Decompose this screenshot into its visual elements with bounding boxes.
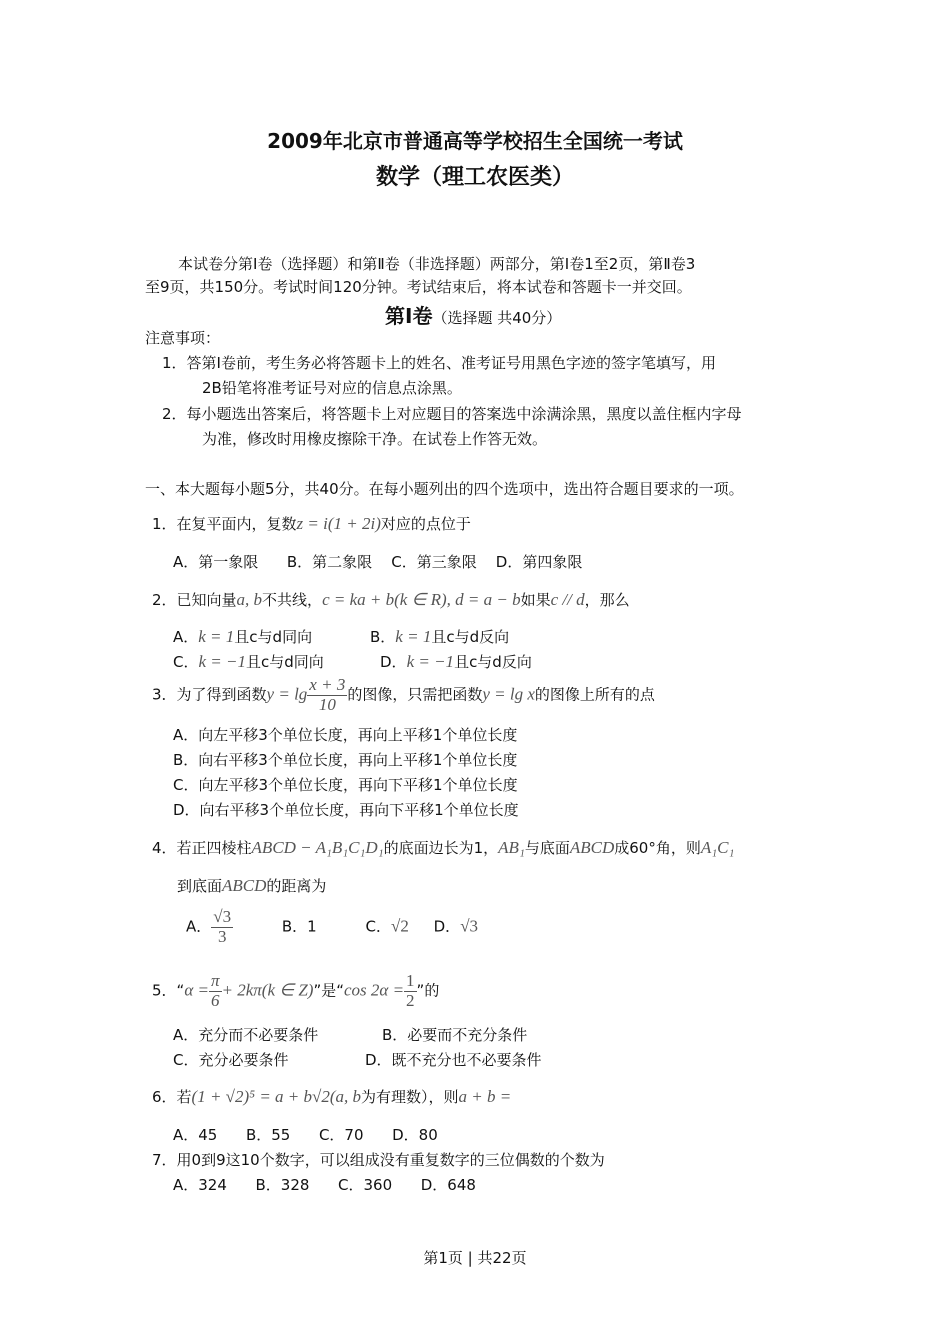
q5-math-mid: + 2kπ(k ∈ Z)	[221, 980, 314, 1000]
q4-opt-b: B．1	[281, 917, 317, 936]
question-7-stem: 7．用0到9这10个数字，可以组成没有重复数字的三位偶数的个数为	[152, 1151, 605, 1169]
q1-math: z = i(1 + 2i)	[296, 514, 381, 533]
q5-fraction-2	[404, 972, 417, 1010]
intro-line-2: 至9页，共150分。考试时间120分钟。考试结束后，将本试卷和答题卡一并交回。	[145, 278, 692, 296]
q2-mid-1: 不共线，	[262, 591, 323, 609]
q2-post: ，那么	[584, 591, 630, 609]
q4-math-1: ABCD − A₁B₁C₁D₁	[251, 838, 384, 857]
q4-line2-post: 的距离为	[266, 877, 327, 895]
q2-opt-c-label: C．	[173, 653, 199, 671]
q3-frac-num: x + 3	[309, 675, 346, 694]
q4-math-2: AB₁	[498, 838, 525, 857]
question-3-stem	[152, 676, 655, 714]
q4-pre: 4．若正四棱柱	[152, 839, 252, 857]
question-2-stem	[152, 589, 630, 610]
question-6-options: A．45 B．55 C．70 D．80	[173, 1126, 438, 1144]
note-2-line-2: 为准，修改时用橡皮擦除干净。在试卷上作答无效。	[202, 430, 548, 448]
q4-mid-1: 的底面边长为1，	[383, 839, 499, 857]
intro-line-1: 本试卷分第Ⅰ卷（选择题）和第Ⅱ卷（非选择题）两部分，第Ⅰ卷1至2页，第Ⅱ卷3	[178, 255, 696, 273]
q5-mid: ”是“	[313, 981, 344, 1000]
q6-mid: 为有理数），则	[361, 1088, 459, 1106]
section-heading	[385, 300, 561, 329]
q2-opt-d-text: 且c与d反向	[454, 653, 532, 671]
question-2-option-b	[370, 626, 509, 647]
question-3-option-a: A．向左平移3个单位长度，再向上平移1个单位长度	[173, 726, 518, 744]
section-heading-title: 第Ⅰ卷	[385, 304, 433, 328]
q6-pre: 6．若	[152, 1088, 192, 1106]
q5-math-2: cos 2α =	[343, 980, 405, 1000]
q2-opt-b-label: B．	[370, 628, 396, 646]
q2-opt-a-math: k = 1	[198, 627, 235, 646]
question-2-option-a	[173, 626, 312, 647]
q3-mid: 的图像，只需把函数	[347, 685, 483, 704]
q4-mid-3: 成60°角，则	[614, 839, 701, 857]
q2-math-3: c // d	[550, 590, 585, 609]
q5-frac1-den: 6	[211, 990, 220, 1010]
q1-post: 对应的点位于	[380, 515, 471, 533]
question-5-stem	[152, 972, 439, 1010]
q3-math-lhs: y = lg	[266, 684, 308, 704]
q2-opt-b-math: k = 1	[395, 627, 432, 646]
question-5-option-d: D．既不充分也不必要条件	[365, 1051, 542, 1069]
q2-math-1: a, b	[236, 590, 263, 609]
part-one-instructions: 一、本大题每小题5分，共40分。在每小题列出的四个选项中，选出符合题目要求的一项。	[145, 480, 744, 498]
note-1-line-2: 2B铅笔将准考证号对应的信息点涂黑。	[202, 379, 462, 397]
q4-math-3: ABCD	[569, 838, 615, 857]
q5-frac2-den: 2	[406, 990, 415, 1010]
page-footer: 第1页 | 共22页	[423, 1249, 527, 1267]
q4-opt-d-math: √3	[460, 916, 479, 936]
question-1-stem	[152, 513, 471, 534]
q5-pre: 5．“	[152, 981, 185, 1000]
exam-title: 2009年北京市普通高等学校招生全国统一考试	[267, 129, 683, 153]
q2-opt-b-text: 且c与d反向	[431, 628, 510, 646]
question-7-options: A．324 B．328 C．360 D．648	[173, 1176, 476, 1194]
q4-opt-a-num: √3	[213, 907, 232, 926]
q2-opt-c-math: k = −1	[198, 652, 246, 671]
q2-opt-a-text: 且c与d同向	[234, 628, 313, 646]
q5-frac2-num: 1	[406, 971, 415, 990]
q4-math-4: A₁C₁	[700, 838, 735, 857]
q2-opt-d-math: k = −1	[406, 652, 455, 671]
question-3-option-c: C．向左平移3个单位长度，再向下平移1个单位长度	[173, 776, 518, 794]
q4-opt-d-label: D．	[433, 917, 461, 936]
question-5-option-b: B．必要而不充分条件	[382, 1026, 528, 1044]
q4-opt-c-label: C．	[365, 917, 391, 936]
q4-opt-c-math: √2	[391, 916, 409, 936]
question-5-option-a: A．充分而不必要条件	[173, 1026, 319, 1044]
note-2-line-1: 2．每小题选出答案后，将答题卡上对应题目的答案选中涂满涂黑，黑度以盖住框内字母	[162, 405, 742, 423]
q3-frac-den: 10	[318, 694, 336, 714]
q3-fraction	[307, 676, 347, 714]
q4-opt-a-label: A．	[186, 917, 212, 936]
question-1-options: A．第一象限 B．第二象限 C．第三象限 D．第四象限	[173, 553, 583, 571]
q2-opt-a-label: A．	[173, 628, 199, 646]
question-6-stem	[152, 1086, 511, 1107]
q2-opt-c-text: 且c与d同向	[245, 653, 324, 671]
q5-post: ”的	[416, 981, 440, 1000]
question-5-option-c: C．充分必要条件	[173, 1051, 289, 1069]
exam-subtitle: 数学（理工农医类）	[375, 165, 574, 190]
question-4-stem-line-2	[177, 875, 326, 896]
notes-label: 注意事项：	[145, 329, 221, 347]
question-4-stem	[152, 837, 734, 858]
question-3-option-b: B．向右平移3个单位长度，再向上平移1个单位长度	[173, 751, 518, 769]
q5-fraction-1	[209, 972, 222, 1010]
q6-math-1: (1 + √2)⁵ = a + b√2(a, b	[191, 1087, 362, 1106]
question-3-option-d: D．向右平移3个单位长度，再向下平移1个单位长度	[173, 801, 519, 819]
question-2-option-d	[380, 651, 532, 672]
q3-pre: 3．为了得到函数	[152, 685, 267, 704]
q4-line2-math: ABCD	[222, 876, 267, 895]
q5-math-lhs: α =	[184, 980, 209, 1000]
note-1-line-1: 1．答第Ⅰ卷前，考生务必将答题卡上的姓名、准考证号用黑色字迹的签字笔填写，用	[162, 354, 716, 372]
q3-math-2: y = lg x	[482, 684, 535, 704]
q4-opt-a-fraction	[211, 908, 233, 946]
q5-frac1-num: π	[210, 971, 220, 990]
q1-pre: 1．在复平面内，复数	[152, 515, 297, 533]
q2-mid-2: 如果	[520, 591, 551, 609]
q4-line2-pre: 到底面	[177, 877, 223, 895]
q2-pre: 2．已知向量	[152, 591, 237, 609]
q3-post: 的图像上所有的点	[534, 685, 655, 704]
q2-opt-d-label: D．	[380, 653, 407, 671]
section-heading-note: （选择题 共40分）	[432, 309, 562, 327]
question-4-options	[186, 908, 478, 946]
q4-opt-a-den: 3	[217, 926, 227, 946]
q2-math-2: c = ka + b(k ∈ R), d = a − b	[322, 590, 521, 609]
q4-mid-2: 与底面	[524, 839, 570, 857]
question-2-option-c	[173, 651, 324, 672]
q6-math-2: a + b =	[458, 1087, 512, 1106]
